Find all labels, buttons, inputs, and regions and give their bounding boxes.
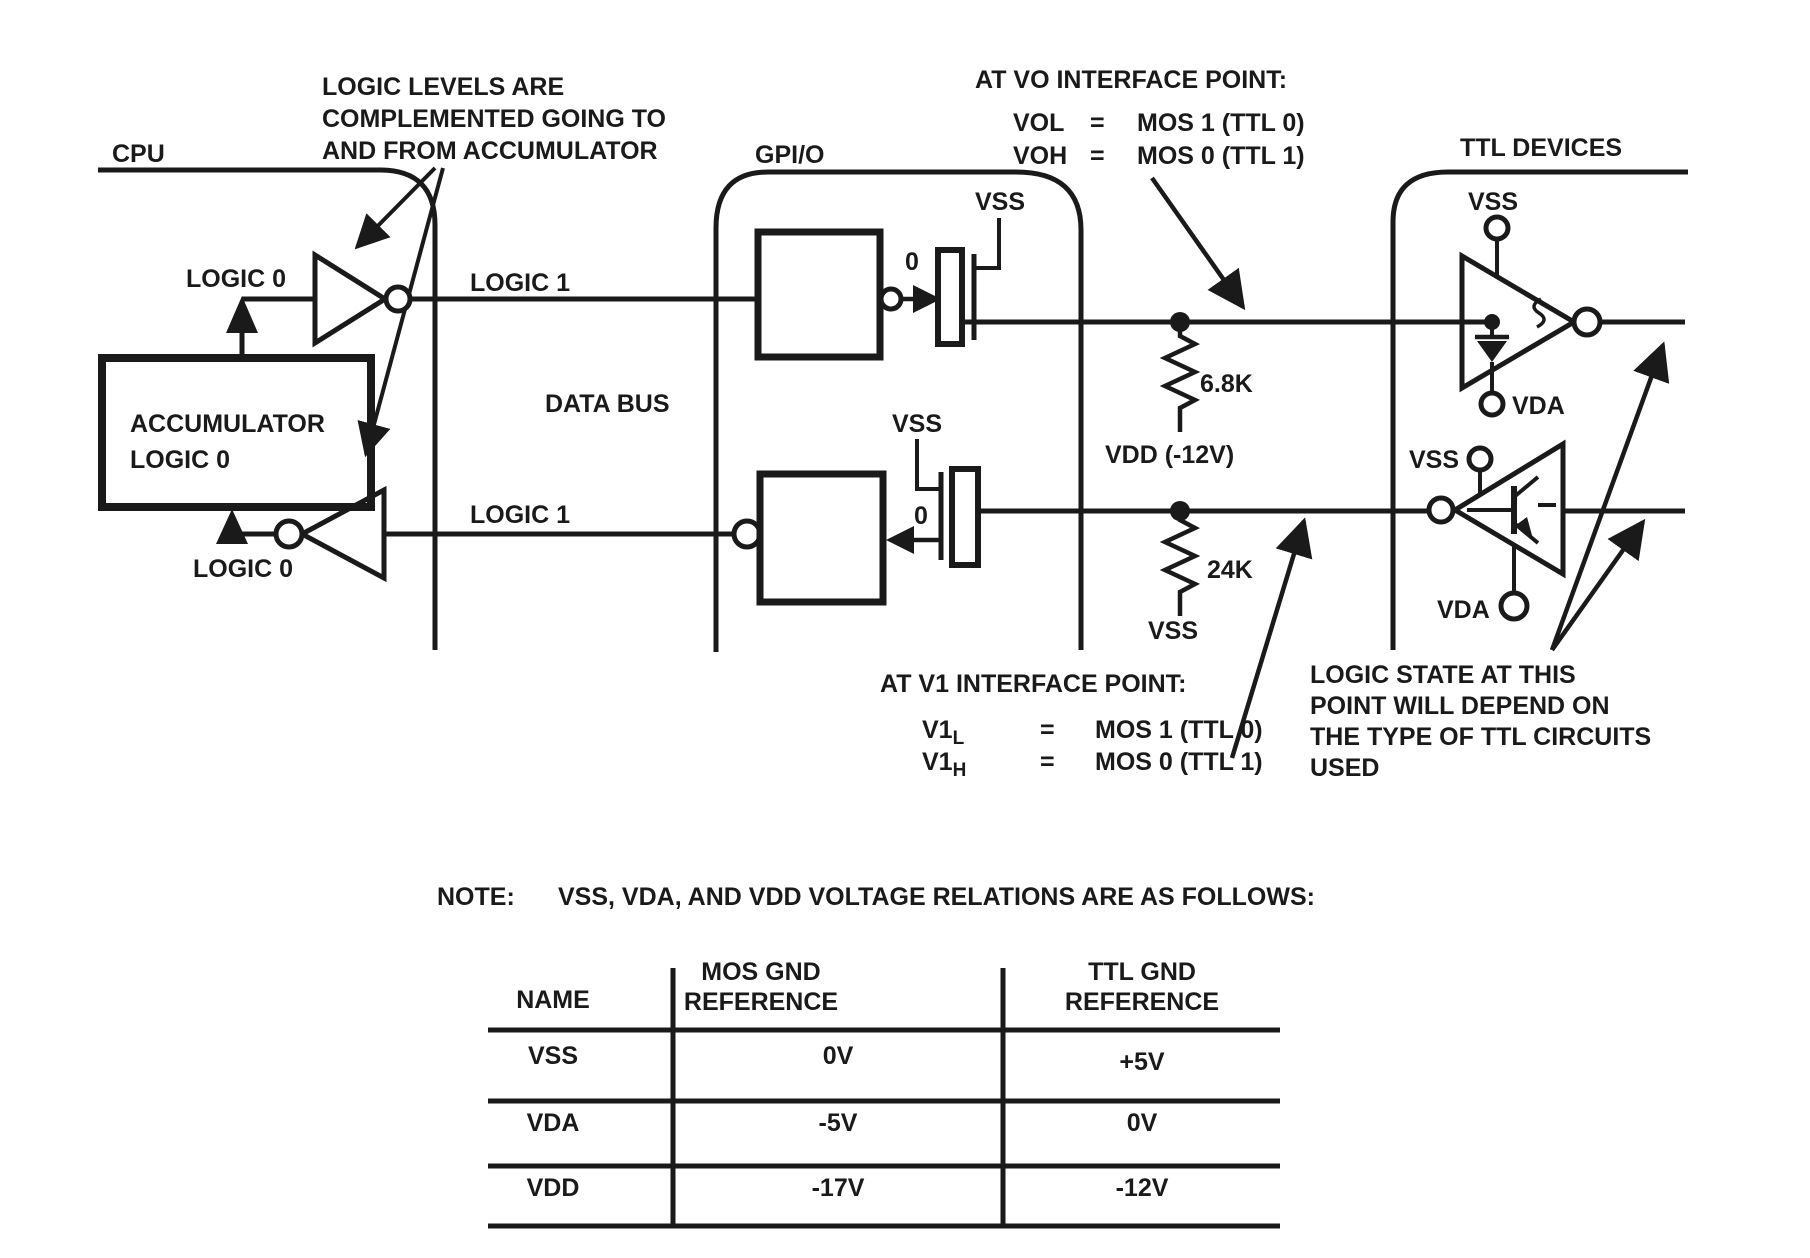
- ttl-vss-top-terminal: [1486, 217, 1508, 239]
- resistor-6-8k: [1165, 322, 1195, 432]
- gpio-zero-top-label: 0: [905, 248, 919, 276]
- data-bus-label: DATA BUS: [545, 390, 670, 418]
- resistor-6-8k-label: 6.8K: [1200, 370, 1253, 398]
- gpio-mosfet-top-vss-lead: [976, 218, 999, 268]
- v1-note-r2-sym: $V1_H$: [922, 748, 967, 781]
- cpu-label: CPU: [112, 140, 165, 168]
- table-cell: -5V: [818, 1109, 858, 1137]
- accumulator-label-line2: LOGIC 0: [130, 446, 231, 474]
- v1-note: [880, 670, 1263, 781]
- note-prefix: NOTE:: [437, 883, 515, 911]
- ttl-state-note-line4: USED: [1310, 754, 1380, 782]
- ttl-buffer-bottom-bubble: [1429, 498, 1453, 522]
- gpio-mosfet-top-plate: [938, 250, 962, 344]
- table-cell: 0V: [822, 1042, 854, 1070]
- table-cell: 0V: [1126, 1109, 1158, 1137]
- table-cell: VDA: [526, 1109, 580, 1137]
- gpio-mosfet-bottom-vss-lead: [917, 439, 939, 489]
- table-row-vss: [528, 1042, 1165, 1076]
- vo-note-r1-eq: =: [1090, 109, 1105, 137]
- resistor-24k: [1165, 511, 1195, 616]
- accumulator-label-line1: ACCUMULATOR: [130, 410, 325, 438]
- ttl-vss-top-label: VSS: [1468, 188, 1519, 216]
- vo-note-title: AT VO INTERFACE POINT:: [975, 66, 1288, 94]
- ttl-state-note-line2: POINT WILL DEPEND ON: [1310, 692, 1610, 720]
- ttl-transistor-collector: [1514, 477, 1538, 497]
- gpio-output-buffer-box: [758, 232, 880, 357]
- table-cell: VSS: [527, 1042, 579, 1070]
- complement-note-line1: LOGIC LEVELS ARE: [322, 73, 565, 101]
- gpio-vss-top-label: VSS: [975, 188, 1026, 216]
- vo-note: [975, 66, 1305, 170]
- vss-supply-label: VSS: [1148, 617, 1199, 645]
- resistor-24k-label: 24K: [1207, 556, 1253, 584]
- complement-note: [322, 73, 666, 165]
- ttl-vda-top-terminal: [1481, 393, 1503, 415]
- table-header-ttl-line1: TTL GND: [1088, 958, 1196, 986]
- cpu-inverter-bottom-bubble: [276, 521, 302, 547]
- cpu-inverter-top-bubble: [386, 287, 410, 311]
- gpio-zero-bottom-label: 0: [914, 502, 928, 530]
- gpio-input-buffer-box: [760, 474, 883, 602]
- cpu-inverter-top: [315, 255, 385, 343]
- vo-note-r2-sym: VOH: [1013, 142, 1068, 170]
- complement-note-line3: AND FROM ACCUMULATOR: [322, 137, 658, 165]
- ttl-vda-top-label: VDA: [1512, 392, 1565, 420]
- gpio-input-arrowhead: [886, 526, 914, 554]
- ttl-state-note-line1: LOGIC STATE AT THIS: [1310, 661, 1576, 689]
- ttl-vda-bottom-label: VDA: [1437, 596, 1490, 624]
- v1-note-r1-sym: $V1_L$: [922, 716, 965, 749]
- v1-note-r2-val: MOS 0 (TTL 1): [1095, 748, 1263, 776]
- vo-note-arrow: [1152, 178, 1243, 307]
- table-cell: VDD: [526, 1174, 580, 1202]
- ttl-state-note-line3: THE TYPE OF TTL CIRCUITS: [1310, 723, 1652, 751]
- gpio-label: GPI/O: [755, 141, 825, 169]
- voltage-table: [488, 958, 1280, 1226]
- ttl-state-arrow-lower: [1552, 522, 1643, 650]
- note-text: VSS, VDA, AND VDD VOLTAGE RELATIONS ARE AS FOLLOWS:: [558, 883, 1315, 911]
- v1-note-title: AT V1 INTERFACE POINT:: [880, 670, 1187, 698]
- ttl-state-note: [1310, 661, 1651, 782]
- table-header-mos-line1: MOS GND: [701, 958, 821, 986]
- logic0-top-label: LOGIC 0: [186, 265, 287, 293]
- table-header-mos-line2: REFERENCE: [683, 988, 839, 1016]
- ttl-buffer-top-input-dot: [1484, 314, 1500, 330]
- vo-note-r2-val: MOS 0 (TTL 1): [1137, 142, 1305, 170]
- gpio-output-buffer-bubble: [881, 289, 901, 309]
- ttl-vss-bottom-label: VSS: [1409, 446, 1460, 474]
- table-cell: -17V: [811, 1174, 865, 1202]
- complement-note-line2: COMPLEMENTED GOING TO: [322, 105, 666, 133]
- v1-note-r2-eq: =: [1040, 748, 1055, 776]
- table-cell: -12V: [1115, 1174, 1169, 1202]
- gpio-input-buffer-bubble: [734, 521, 760, 547]
- table-cell: +5V: [1119, 1048, 1165, 1076]
- logic1-top-label: LOGIC 1: [470, 269, 571, 297]
- acc-arrowhead-bottom: [216, 509, 248, 544]
- acc-arrowhead-top: [226, 296, 258, 333]
- table-header-ttl-line2: REFERENCE: [1064, 988, 1220, 1016]
- vo-note-r1-sym: VOL: [1013, 109, 1065, 137]
- v1-note-r1-val: MOS 1 (TTL 0): [1095, 716, 1263, 744]
- gpio-mosfet-bottom-plate: [952, 469, 978, 565]
- logic0-bottom-label: LOGIC 0: [193, 555, 294, 583]
- table-header-name: NAME: [516, 986, 590, 1014]
- ttl-buffer-top-bubble: [1574, 309, 1600, 335]
- ttl-diode-triangle: [1477, 341, 1507, 362]
- vdd-supply-label: VDD (-12V): [1105, 441, 1235, 469]
- vo-note-r1-val: MOS 1 (TTL 0): [1137, 109, 1305, 137]
- table-row-vdd: [527, 1174, 1169, 1202]
- ttl-vss-bottom-terminal: [1469, 448, 1491, 470]
- ttl-vda-bottom-terminal: [1501, 593, 1527, 619]
- v1-note-r1-eq: =: [1040, 716, 1055, 744]
- ttl-state-arrow-upper: [1552, 345, 1663, 650]
- gpio-vss-bottom-label: VSS: [892, 410, 943, 438]
- ttl-devices-label: TTL DEVICES: [1460, 134, 1623, 162]
- logic1-bottom-label: LOGIC 1: [470, 501, 571, 529]
- table-row-vda: [527, 1109, 1158, 1137]
- vo-note-r2-eq: =: [1090, 142, 1105, 170]
